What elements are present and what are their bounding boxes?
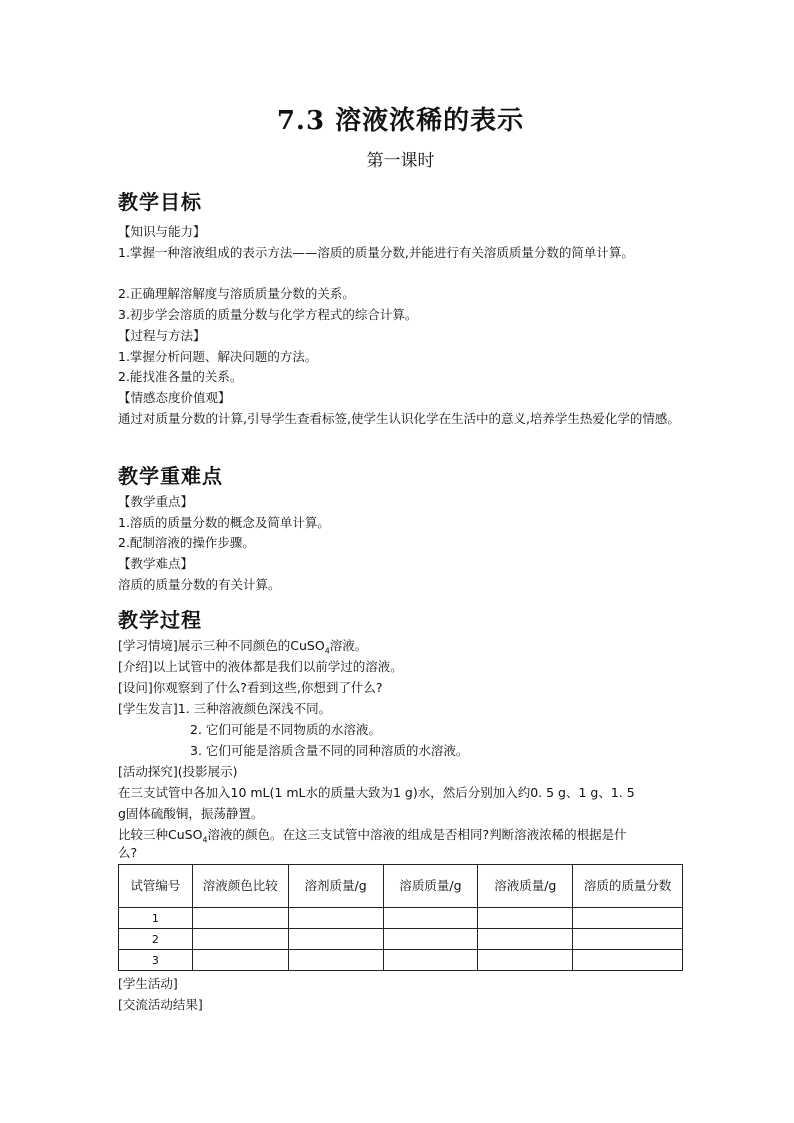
table-header: 试管编号: [119, 865, 193, 908]
situation-text: [学习情境]展示三种不同颜色的CuSO: [118, 638, 325, 653]
table-header: 溶液质量/g: [478, 865, 573, 908]
key-heading: 【教学重点】: [118, 494, 194, 509]
process-line-student-1: [学生发言]1. 三种溶液颜色深浅不同。: [118, 701, 332, 716]
process-line-activity: [活动探究](投影展示): [118, 764, 238, 779]
table-cell: [192, 908, 288, 929]
table-header: 溶剂质量/g: [288, 865, 383, 908]
table-cell: 3: [119, 950, 193, 971]
table-cell: [192, 950, 288, 971]
compare-text: 比较三种CuSO: [118, 827, 203, 842]
process-line-question: [设问]你观察到了什么?看到这些,你想到了什么?: [118, 680, 383, 695]
process-line-compare: [118, 825, 627, 851]
process-item-2: 2.能找准各量的关系。: [118, 369, 243, 384]
difficulty-heading: 【教学难点】: [118, 556, 194, 571]
table-header-row: [119, 865, 683, 908]
process-line-experiment: 在三支试管中各加入10 mL(1 mL水的质量大致为1 g)水，然后分别加入约0. 5 g、1 g、1. 5: [118, 785, 635, 800]
emotion-heading: 【情感态度价值观】: [118, 390, 231, 405]
process-line-compare-cont: 么?: [118, 845, 138, 860]
knowledge-item-2: 2.正确理解溶解度与溶质质量分数的关系。: [118, 286, 355, 301]
exchange-results-label: [交流活动结果]: [118, 997, 203, 1012]
difficulty-item-1: 溶质的质量分数的有关计算。: [118, 577, 281, 592]
table-cell: [288, 929, 383, 950]
subscript: 4: [202, 835, 208, 845]
student-activity-label: [学生活动]: [118, 976, 178, 991]
table-cell: [573, 950, 683, 971]
table-cell: [192, 929, 288, 950]
subscript: 4: [324, 646, 330, 656]
process-line-student-2: 2. 它们可能是不同物质的水溶液。: [190, 722, 381, 737]
section-heading-key-points: 教学重难点: [118, 464, 223, 488]
table-header: 溶质质量/g: [383, 865, 478, 908]
table-cell: [478, 950, 573, 971]
table-cell: [288, 908, 383, 929]
table-cell: 1: [119, 908, 193, 929]
section-heading-process: 教学过程: [118, 608, 202, 632]
knowledge-item-3: 3.初步学会溶质的质量分数与化学方程式的综合计算。: [118, 307, 418, 322]
knowledge-item-1: 1.掌握一种溶液组成的表示方法——溶质的质量分数,并能进行有关溶质质量分数的简单计算。: [118, 245, 634, 260]
document-subtitle: 第一课时: [366, 151, 435, 171]
table-header: 溶质的质量分数: [573, 865, 683, 908]
section-heading-objectives: 教学目标: [118, 190, 202, 214]
process-line-intro: [介绍]以上试管中的液体都是我们以前学过的溶液。: [118, 659, 403, 674]
experiment-table: [118, 864, 683, 971]
knowledge-heading: 【知识与能力】: [118, 224, 206, 239]
process-line-student-3: 3. 它们可能是溶质含量不同的同种溶质的水溶液。: [190, 743, 469, 758]
key-item-2: 2.配制溶液的操作步骤。: [118, 535, 255, 550]
table-cell: [383, 950, 478, 971]
document-title: 7.3 溶液浓稀的表示: [276, 106, 525, 136]
table-cell: [478, 929, 573, 950]
table-row: [119, 950, 683, 971]
process-item-1: 1.掌握分析问题、解决问题的方法。: [118, 349, 318, 364]
table-cell: [573, 929, 683, 950]
table-cell: [288, 950, 383, 971]
emotion-item-1: 通过对质量分数的计算,引导学生查看标签,使学生认识化学在生活中的意义,培养学生热爱化学的情感。: [118, 411, 680, 426]
table-row: [119, 929, 683, 950]
table-row: [119, 908, 683, 929]
compare-text-end: 溶液的颜色。在这三支试管中溶液的组成是否相同?判断溶液浓稀的根据是什: [207, 827, 627, 842]
table-cell: [383, 929, 478, 950]
table-cell: [383, 908, 478, 929]
process-line-experiment-cont: g固体硫酸铜，振荡静置。: [118, 806, 264, 821]
key-item-1: 1.溶质的质量分数的概念及简单计算。: [118, 515, 330, 530]
situation-text-end: 溶液。: [329, 638, 368, 653]
table-header: 溶液颜色比较: [192, 865, 288, 908]
process-heading: 【过程与方法】: [118, 328, 206, 343]
table-cell: 2: [119, 929, 193, 950]
table-cell: [573, 908, 683, 929]
table-cell: [478, 908, 573, 929]
